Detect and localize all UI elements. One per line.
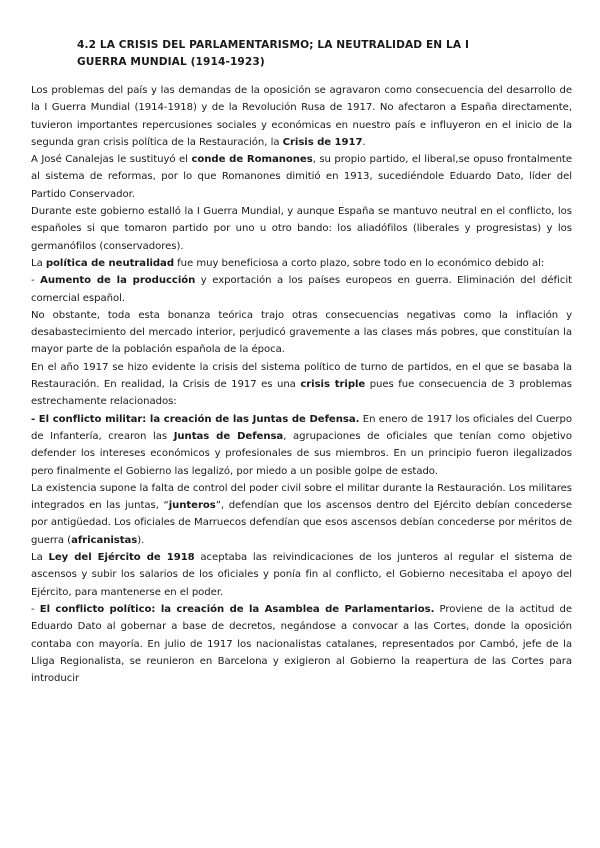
text-run: ”, defendían que los ascensos dentro del Ejército debían concederse por antigüedad. Los oficiales de Marruecos defendían que esos ascensos debían concederse por méritos de guerra (: [31, 500, 573, 546]
bold-text: - El conflicto militar: la creación de las Juntas de Defensa.: [31, 413, 360, 425]
paragraph: [31, 82, 572, 151]
paragraph: [31, 151, 572, 203]
text-run: .: [362, 136, 366, 148]
paragraph: [31, 601, 572, 687]
paragraph: [31, 480, 572, 549]
text-run: y exportación a los países europeos en guerra. Eliminación del déficit comercial español.: [31, 275, 572, 304]
section-heading-line-1: 4.2 LA CRISIS DEL PARLAMENTARISMO; LA NEUTRALIDAD EN LA I: [77, 39, 470, 51]
paragraph: [31, 411, 572, 480]
text-run: No obstante, toda esta bonanza teórica trajo otras consecuencias negativas como la inflación y desabastecimiento del mercado interior, perjudicó gravemente a las clases más pobres, que constituían la mayor parte de la población española de la época.: [31, 309, 572, 356]
bold-text: africanistas: [71, 534, 138, 546]
text-run: pues fue consecuencia de 3 problemas estrechamente relacionados:: [31, 379, 572, 408]
bold-text: Aumento de la producción: [40, 275, 196, 287]
paragraph: [31, 203, 572, 255]
bold-text: política de neutralidad: [45, 257, 174, 269]
body-text: [31, 82, 572, 687]
text-run: En enero de 1917 los oficiales del Cuerpo de Infantería, crearon las: [31, 413, 572, 442]
text-run: En el año 1917 se hizo evidente la crisis del sistema político de turno de partidos, en el que se basaba la Restauración. En realidad, la Crisis de 1917 es una: [31, 361, 572, 391]
paragraph: [31, 549, 572, 601]
paragraph: [31, 307, 572, 359]
bold-text: crisis triple: [300, 379, 366, 391]
text-run: A José Canalejas le sustituyó el: [31, 154, 192, 166]
text-run: Durante este gobierno estalló la I Guerra Mundial, y aunque España se mantuvo neutral en el conflicto, los españoles si que tomaron partido por uno u otro bando: los aliadófilos (liberales y progresistas) y los germanófilos (conservadores).: [31, 206, 572, 252]
text-run: La existencia supone la falta de control del poder civil sobre el militar durante la Restauración. Los militares integrados en las juntas, “: [31, 482, 572, 512]
text-run: La: [31, 552, 49, 564]
bold-text: junteros: [168, 500, 216, 512]
text-run: Los problemas del país y las demandas de la oposición se agravaron como consecuencia del desarrollo de la I Guerra Mundial (1914-1918) y de la Revolución Rusa de 1917. No afectaron a España directamente, tuvieron importantes repercusiones sociales y económicas en nuestro país e influyeron en el inicio de la segunda gran crisis política de la Restauración, la: [31, 85, 572, 148]
text-run: -: [31, 603, 40, 615]
text-run: -: [31, 275, 41, 287]
text-run: aceptaba las reivindicaciones de los junteros al regular el sistema de ascensos y subir los salarios de los oficiales y ponía fin al conflicto, el Gobierno necesitaba el apoyo del Ejército, para mantenerse en el poder.: [31, 552, 572, 598]
paragraph: [31, 272, 572, 307]
bold-text: conde de Romanones: [191, 154, 313, 166]
text-run: La: [31, 257, 46, 269]
text-run: , agrupaciones de oficiales que tenían como objetivo defender los intereses económicos y profesionales de sus miembros. En un principio fueron ilegalizados pero finalmente el Gobierno las legalizó, por miedo a un posible golpe de estado.: [31, 430, 572, 477]
paragraph: [31, 255, 572, 272]
paragraph: [31, 359, 572, 411]
text-run: Proviene de la actitud de Eduardo Dato al gobernar a base de decretos, negándose a convocar a las Cortes, donde la oposición contaba con mayoría. En julio de 1917 los nacionalistas catalanes, representados por Cambó, jefe de la Lliga Regionalista, se reunieron en Barcelona y exigieron al Gobierno la reapertura de las Cortes para introducir: [31, 603, 572, 685]
section-heading: [77, 37, 547, 71]
bold-text: Ley del Ejército de 1918: [48, 552, 195, 564]
text-run: , su propio partido, el liberal,se opuso frontalmente al sistema de reformas, por lo que Romanones dimitió en 1913, sucediéndole Eduardo Dato, líder del Partido Conservador.: [31, 154, 572, 200]
section-heading-line-2: GUERRA MUNDIAL (1914-1923): [77, 56, 265, 68]
text-run: ).: [137, 534, 145, 546]
bold-text: Crisis de 1917: [282, 136, 363, 148]
bold-text: Juntas de Defensa: [173, 430, 284, 442]
text-run: fue muy beneficiosa a corto plazo, sobre todo en lo económico debido al:: [174, 257, 545, 269]
bold-text: El conflicto político: la creación de la Asamblea de Parlamentarios.: [39, 603, 435, 615]
